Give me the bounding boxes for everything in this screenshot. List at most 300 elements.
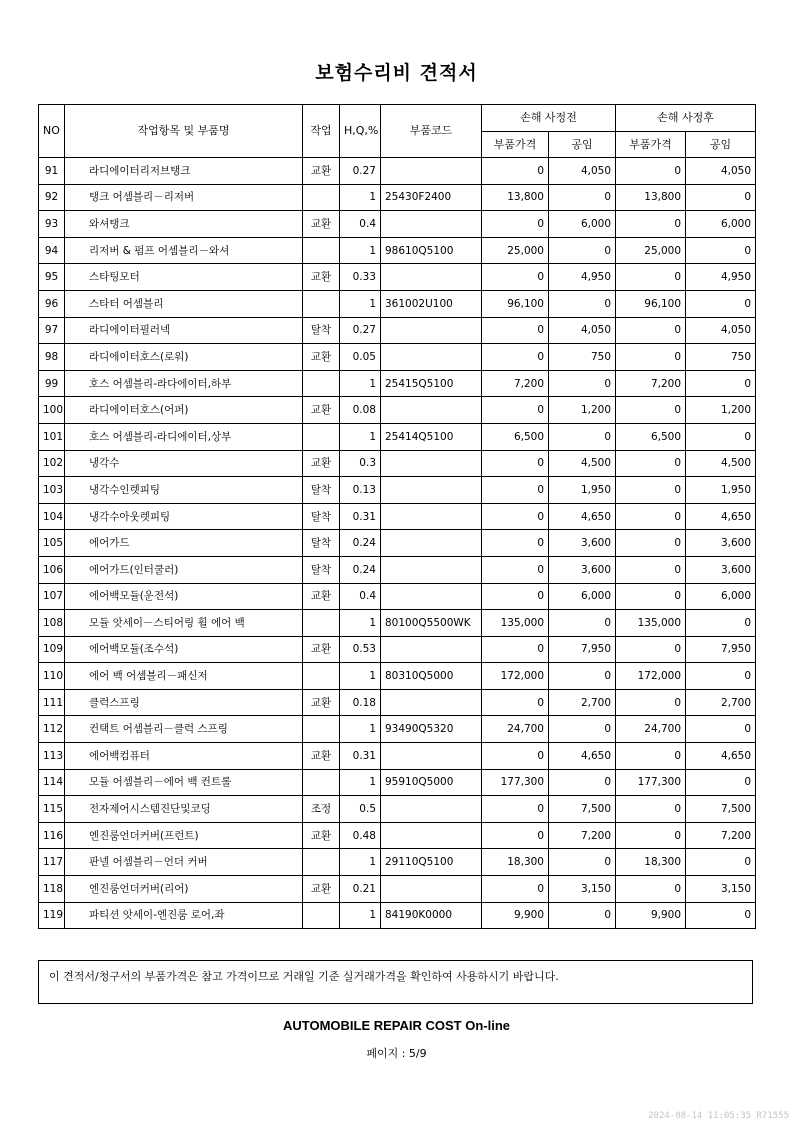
header-part-code: 부품코드 xyxy=(381,105,482,158)
cell-after-part-price: 25,000 xyxy=(616,237,686,264)
cell-after-labor: 0 xyxy=(686,902,756,929)
cell-item-name: 컨택트 어셈블리－클럭 스프링 xyxy=(65,716,303,743)
table-row xyxy=(39,610,756,637)
table-row xyxy=(39,211,756,238)
cell-before-labor: 6,000 xyxy=(549,211,616,238)
table-row xyxy=(39,344,756,371)
header-before-part-price: 부품가격 xyxy=(482,132,549,158)
header-after-labor: 공임 xyxy=(686,132,756,158)
cell-no: 91 xyxy=(39,158,65,185)
cell-part-code xyxy=(381,822,482,849)
cell-part-code xyxy=(381,344,482,371)
cell-part-code: 25430F2400 xyxy=(381,184,482,211)
cell-before-part-price: 0 xyxy=(482,158,549,185)
cell-item-name: 호스 어셈블리-라다에이터,하부 xyxy=(65,370,303,397)
cell-work-type xyxy=(303,237,340,264)
cell-before-labor: 1,200 xyxy=(549,397,616,424)
cell-work-type xyxy=(303,610,340,637)
price-notice: 이 견적서/청구서의 부품가격은 참고 가격이므로 거래일 기준 실거래가격을 확인하여 사용하시기 바랍니다. xyxy=(38,960,753,1004)
cell-item-name: 스타터 어셈블리 xyxy=(65,290,303,317)
cell-before-part-price: 0 xyxy=(482,317,549,344)
cell-hq: 0.4 xyxy=(340,211,381,238)
cell-no: 108 xyxy=(39,610,65,637)
cell-before-part-price: 0 xyxy=(482,636,549,663)
cell-no: 118 xyxy=(39,876,65,903)
cell-part-code xyxy=(381,636,482,663)
cell-part-code xyxy=(381,583,482,610)
cell-part-code xyxy=(381,397,482,424)
table-row xyxy=(39,583,756,610)
table-row xyxy=(39,556,756,583)
cell-part-code: 25415Q5100 xyxy=(381,370,482,397)
cell-part-code: 98610Q5100 xyxy=(381,237,482,264)
cell-after-part-price: 172,000 xyxy=(616,663,686,690)
cell-work-type xyxy=(303,769,340,796)
table-row xyxy=(39,689,756,716)
cell-item-name: 냉각수아웃렛피팅 xyxy=(65,503,303,530)
table-row xyxy=(39,370,756,397)
table-row xyxy=(39,849,756,876)
cell-after-labor: 0 xyxy=(686,184,756,211)
cell-after-part-price: 0 xyxy=(616,317,686,344)
cell-after-part-price: 0 xyxy=(616,264,686,291)
table-row xyxy=(39,530,756,557)
cell-after-part-price: 0 xyxy=(616,450,686,477)
cell-before-labor: 4,950 xyxy=(549,264,616,291)
cell-before-part-price: 13,800 xyxy=(482,184,549,211)
cell-part-code: 80310Q5000 xyxy=(381,663,482,690)
cell-work-type: 교환 xyxy=(303,689,340,716)
cell-part-code xyxy=(381,530,482,557)
table-row xyxy=(39,636,756,663)
cell-part-code xyxy=(381,211,482,238)
cell-part-code xyxy=(381,689,482,716)
table-row xyxy=(39,477,756,504)
cell-no: 114 xyxy=(39,769,65,796)
cell-hq: 0.48 xyxy=(340,822,381,849)
cell-item-name: 호스 어셈블리-라디에이터,상부 xyxy=(65,423,303,450)
cell-hq: 0.27 xyxy=(340,317,381,344)
cell-item-name: 탱크 어셈블리－리저버 xyxy=(65,184,303,211)
cell-after-part-price: 0 xyxy=(616,503,686,530)
cell-before-part-price: 135,000 xyxy=(482,610,549,637)
cell-part-code xyxy=(381,503,482,530)
cell-before-labor: 7,200 xyxy=(549,822,616,849)
header-hq: H,Q,% xyxy=(340,105,381,158)
cell-no: 102 xyxy=(39,450,65,477)
cell-after-part-price: 135,000 xyxy=(616,610,686,637)
cell-no: 92 xyxy=(39,184,65,211)
cell-part-code: 84190K0000 xyxy=(381,902,482,929)
cell-hq: 1 xyxy=(340,663,381,690)
cell-work-type: 교환 xyxy=(303,211,340,238)
header-after-assessment: 손해 사정후 xyxy=(616,105,756,132)
cell-hq: 1 xyxy=(340,237,381,264)
cell-work-type: 교환 xyxy=(303,876,340,903)
cell-before-labor: 4,650 xyxy=(549,743,616,770)
cell-no: 93 xyxy=(39,211,65,238)
table-row xyxy=(39,290,756,317)
cell-item-name: 라디에이터호스(로워) xyxy=(65,344,303,371)
cell-work-type: 탈착 xyxy=(303,530,340,557)
cell-no: 110 xyxy=(39,663,65,690)
cell-after-part-price: 7,200 xyxy=(616,370,686,397)
table-row xyxy=(39,663,756,690)
cell-after-labor: 1,200 xyxy=(686,397,756,424)
cell-before-labor: 0 xyxy=(549,849,616,876)
cell-item-name: 파티션 앗세이-엔진룸 로어,좌 xyxy=(65,902,303,929)
cell-hq: 0.13 xyxy=(340,477,381,504)
cell-after-part-price: 9,900 xyxy=(616,902,686,929)
cell-item-name: 엔진룸언더커버(리어) xyxy=(65,876,303,903)
cell-part-code: 80100Q5500WK xyxy=(381,610,482,637)
cell-no: 113 xyxy=(39,743,65,770)
table-row xyxy=(39,450,756,477)
cell-before-part-price: 0 xyxy=(482,583,549,610)
cell-no: 112 xyxy=(39,716,65,743)
cell-before-labor: 0 xyxy=(549,610,616,637)
cell-after-labor: 4,650 xyxy=(686,743,756,770)
cell-before-part-price: 0 xyxy=(482,876,549,903)
cell-item-name: 스타팅모터 xyxy=(65,264,303,291)
table-row xyxy=(39,769,756,796)
cell-after-labor: 750 xyxy=(686,344,756,371)
cell-after-labor: 7,200 xyxy=(686,822,756,849)
cell-before-labor: 7,500 xyxy=(549,796,616,823)
cell-after-part-price: 0 xyxy=(616,344,686,371)
cell-after-labor: 3,600 xyxy=(686,556,756,583)
cell-before-labor: 0 xyxy=(549,423,616,450)
cell-before-part-price: 18,300 xyxy=(482,849,549,876)
cell-before-labor: 0 xyxy=(549,663,616,690)
cell-hq: 0.5 xyxy=(340,796,381,823)
cell-work-type: 교환 xyxy=(303,743,340,770)
cell-work-type xyxy=(303,184,340,211)
cell-item-name: 모듈 앗세이－스티어링 휠 에어 백 xyxy=(65,610,303,637)
table-row xyxy=(39,158,756,185)
cell-before-labor: 4,650 xyxy=(549,503,616,530)
cell-work-type xyxy=(303,423,340,450)
cell-item-name: 클럭스프링 xyxy=(65,689,303,716)
cell-item-name: 에어 백 어셈블리－패신저 xyxy=(65,663,303,690)
cell-after-labor: 0 xyxy=(686,290,756,317)
cell-hq: 0.33 xyxy=(340,264,381,291)
cell-hq: 1 xyxy=(340,610,381,637)
cell-after-part-price: 0 xyxy=(616,822,686,849)
cell-before-part-price: 0 xyxy=(482,477,549,504)
cell-no: 105 xyxy=(39,530,65,557)
table-row xyxy=(39,796,756,823)
cell-after-part-price: 0 xyxy=(616,876,686,903)
cell-before-labor: 3,600 xyxy=(549,530,616,557)
cell-before-labor: 0 xyxy=(549,184,616,211)
cell-before-labor: 1,950 xyxy=(549,477,616,504)
cell-before-part-price: 9,900 xyxy=(482,902,549,929)
cell-no: 101 xyxy=(39,423,65,450)
cell-before-part-price: 0 xyxy=(482,689,549,716)
cell-no: 109 xyxy=(39,636,65,663)
cell-after-labor: 0 xyxy=(686,663,756,690)
cell-hq: 1 xyxy=(340,184,381,211)
cell-after-labor: 0 xyxy=(686,237,756,264)
cell-after-labor: 4,650 xyxy=(686,503,756,530)
cell-after-part-price: 0 xyxy=(616,636,686,663)
cell-after-labor: 4,500 xyxy=(686,450,756,477)
table-row xyxy=(39,902,756,929)
cell-after-part-price: 0 xyxy=(616,583,686,610)
cell-item-name: 에어백모듈(운전석) xyxy=(65,583,303,610)
cell-work-type: 탈착 xyxy=(303,477,340,504)
cell-work-type xyxy=(303,849,340,876)
cell-hq: 1 xyxy=(340,370,381,397)
cell-before-part-price: 0 xyxy=(482,796,549,823)
cell-after-part-price: 18,300 xyxy=(616,849,686,876)
cell-item-name: 판넬 어셈블리－언더 커버 xyxy=(65,849,303,876)
cell-item-name: 엔진룸언더커버(프런트) xyxy=(65,822,303,849)
cell-after-part-price: 0 xyxy=(616,796,686,823)
cell-after-part-price: 0 xyxy=(616,689,686,716)
cell-after-labor: 4,050 xyxy=(686,158,756,185)
cell-before-part-price: 172,000 xyxy=(482,663,549,690)
cell-after-labor: 7,500 xyxy=(686,796,756,823)
table-header xyxy=(39,105,756,158)
page-number: 페이지 : 5/9 xyxy=(366,1047,427,1060)
cell-after-labor: 4,050 xyxy=(686,317,756,344)
header-before-labor: 공임 xyxy=(549,132,616,158)
cell-item-name: 에어가드 xyxy=(65,530,303,557)
cell-before-part-price: 0 xyxy=(482,530,549,557)
cell-work-type: 교환 xyxy=(303,397,340,424)
cell-no: 119 xyxy=(39,902,65,929)
cell-part-code: 93490Q5320 xyxy=(381,716,482,743)
cell-no: 104 xyxy=(39,503,65,530)
cell-before-labor: 4,050 xyxy=(549,317,616,344)
cell-hq: 0.3 xyxy=(340,450,381,477)
table-row xyxy=(39,423,756,450)
cell-after-labor: 0 xyxy=(686,370,756,397)
cell-after-part-price: 0 xyxy=(616,397,686,424)
cell-after-labor: 3,600 xyxy=(686,530,756,557)
cell-work-type: 교환 xyxy=(303,636,340,663)
cell-work-type xyxy=(303,663,340,690)
cell-no: 103 xyxy=(39,477,65,504)
cell-after-part-price: 24,700 xyxy=(616,716,686,743)
cell-part-code xyxy=(381,158,482,185)
cell-part-code xyxy=(381,556,482,583)
cell-work-type: 탈착 xyxy=(303,317,340,344)
cell-no: 106 xyxy=(39,556,65,583)
cell-hq: 0.05 xyxy=(340,344,381,371)
cell-before-labor: 2,700 xyxy=(549,689,616,716)
cell-before-part-price: 24,700 xyxy=(482,716,549,743)
cell-before-part-price: 6,500 xyxy=(482,423,549,450)
table-row xyxy=(39,264,756,291)
cell-hq: 1 xyxy=(340,716,381,743)
cell-part-code: 25414Q5100 xyxy=(381,423,482,450)
cell-item-name: 에어가드(인터쿨러) xyxy=(65,556,303,583)
cell-before-part-price: 0 xyxy=(482,344,549,371)
cell-no: 116 xyxy=(39,822,65,849)
table-row xyxy=(39,317,756,344)
cell-work-type xyxy=(303,716,340,743)
cell-hq: 0.21 xyxy=(340,876,381,903)
cell-work-type: 교환 xyxy=(303,583,340,610)
cell-before-labor: 0 xyxy=(549,290,616,317)
cell-after-part-price: 13,800 xyxy=(616,184,686,211)
cell-item-name: 에어백모듈(조수석) xyxy=(65,636,303,663)
cell-hq: 1 xyxy=(340,902,381,929)
cell-work-type: 탈착 xyxy=(303,503,340,530)
cell-after-part-price: 0 xyxy=(616,530,686,557)
cell-after-labor: 0 xyxy=(686,610,756,637)
cell-after-labor: 6,000 xyxy=(686,583,756,610)
cell-item-name: 리저버 & 펌프 어셈블리－와셔 xyxy=(65,237,303,264)
cell-after-labor: 0 xyxy=(686,849,756,876)
cell-after-labor: 0 xyxy=(686,716,756,743)
cell-item-name: 냉각수인렛피팅 xyxy=(65,477,303,504)
cell-before-part-price: 0 xyxy=(482,503,549,530)
table-row xyxy=(39,184,756,211)
cell-after-part-price: 96,100 xyxy=(616,290,686,317)
cell-hq: 1 xyxy=(340,290,381,317)
cell-work-type: 교환 xyxy=(303,822,340,849)
table-body xyxy=(39,158,756,929)
cell-no: 96 xyxy=(39,290,65,317)
cell-after-labor: 0 xyxy=(686,769,756,796)
cell-hq: 0.31 xyxy=(340,743,381,770)
cell-after-part-price: 6,500 xyxy=(616,423,686,450)
table-row xyxy=(39,716,756,743)
cell-work-type: 교환 xyxy=(303,450,340,477)
cell-before-labor: 0 xyxy=(549,902,616,929)
header-work: 작업 xyxy=(303,105,340,158)
header-item: 작업항목 및 부품명 xyxy=(65,105,303,158)
header-before-assessment: 손해 사정전 xyxy=(482,105,616,132)
cell-hq: 0.31 xyxy=(340,503,381,530)
cell-part-code xyxy=(381,876,482,903)
cell-work-type: 교환 xyxy=(303,158,340,185)
cell-before-labor: 6,000 xyxy=(549,583,616,610)
cell-before-part-price: 25,000 xyxy=(482,237,549,264)
cell-hq: 0.24 xyxy=(340,556,381,583)
footer-brand: AUTOMOBILE REPAIR COST On-line xyxy=(282,1018,511,1033)
cell-work-type xyxy=(303,290,340,317)
cell-no: 111 xyxy=(39,689,65,716)
cell-no: 95 xyxy=(39,264,65,291)
cell-work-type: 교환 xyxy=(303,344,340,371)
cell-before-part-price: 0 xyxy=(482,264,549,291)
cell-work-type xyxy=(303,370,340,397)
cell-part-code xyxy=(381,796,482,823)
cell-hq: 0.53 xyxy=(340,636,381,663)
cell-after-part-price: 0 xyxy=(616,556,686,583)
cell-before-part-price: 0 xyxy=(482,211,549,238)
cell-no: 100 xyxy=(39,397,65,424)
cell-after-part-price: 0 xyxy=(616,477,686,504)
table-row xyxy=(39,822,756,849)
cell-after-labor: 3,150 xyxy=(686,876,756,903)
cell-part-code: 95910Q5000 xyxy=(381,769,482,796)
cell-hq: 0.27 xyxy=(340,158,381,185)
cell-before-part-price: 177,300 xyxy=(482,769,549,796)
cell-after-labor: 1,950 xyxy=(686,477,756,504)
cell-after-labor: 0 xyxy=(686,423,756,450)
table-row xyxy=(39,397,756,424)
cell-no: 98 xyxy=(39,344,65,371)
cell-no: 107 xyxy=(39,583,65,610)
cell-part-code: 29110Q5100 xyxy=(381,849,482,876)
cell-before-part-price: 0 xyxy=(482,556,549,583)
cell-item-name: 전자제어시스템진단및코딩 xyxy=(65,796,303,823)
cell-item-name: 냉각수 xyxy=(65,450,303,477)
cell-part-code xyxy=(381,317,482,344)
cell-hq: 0.24 xyxy=(340,530,381,557)
cell-before-labor: 7,950 xyxy=(549,636,616,663)
cell-no: 115 xyxy=(39,796,65,823)
cell-hq: 0.08 xyxy=(340,397,381,424)
cell-part-code: 361002U100 xyxy=(381,290,482,317)
cell-part-code xyxy=(381,743,482,770)
cell-no: 117 xyxy=(39,849,65,876)
estimate-table xyxy=(38,104,756,929)
cell-hq: 0.4 xyxy=(340,583,381,610)
cell-after-labor: 2,700 xyxy=(686,689,756,716)
cell-hq: 0.18 xyxy=(340,689,381,716)
cell-after-labor: 6,000 xyxy=(686,211,756,238)
cell-item-name: 라디에이터필러넥 xyxy=(65,317,303,344)
cell-work-type: 조정 xyxy=(303,796,340,823)
cell-after-part-price: 0 xyxy=(616,158,686,185)
cell-before-labor: 0 xyxy=(549,716,616,743)
cell-no: 97 xyxy=(39,317,65,344)
cell-after-part-price: 0 xyxy=(616,211,686,238)
cell-before-labor: 0 xyxy=(549,769,616,796)
cell-work-type xyxy=(303,902,340,929)
table-row xyxy=(39,876,756,903)
cell-item-name: 라디에이터호스(어퍼) xyxy=(65,397,303,424)
cell-part-code xyxy=(381,450,482,477)
header-after-part-price: 부품가격 xyxy=(616,132,686,158)
cell-before-labor: 4,500 xyxy=(549,450,616,477)
cell-item-name: 와셔탱크 xyxy=(65,211,303,238)
cell-item-name: 에어백컴퓨터 xyxy=(65,743,303,770)
cell-before-part-price: 0 xyxy=(482,397,549,424)
cell-hq: 1 xyxy=(340,423,381,450)
cell-before-labor: 3,600 xyxy=(549,556,616,583)
cell-before-part-price: 96,100 xyxy=(482,290,549,317)
cell-item-name: 라디에이터리저브탱크 xyxy=(65,158,303,185)
cell-no: 94 xyxy=(39,237,65,264)
table-row xyxy=(39,237,756,264)
cell-before-labor: 0 xyxy=(549,237,616,264)
cell-part-code xyxy=(381,264,482,291)
cell-before-labor: 4,050 xyxy=(549,158,616,185)
cell-after-part-price: 0 xyxy=(616,743,686,770)
cell-work-type: 교환 xyxy=(303,264,340,291)
cell-before-labor: 750 xyxy=(549,344,616,371)
header-no: NO xyxy=(39,105,65,158)
cell-before-labor: 3,150 xyxy=(549,876,616,903)
cell-after-labor: 4,950 xyxy=(686,264,756,291)
cell-before-part-price: 0 xyxy=(482,450,549,477)
cell-before-part-price: 7,200 xyxy=(482,370,549,397)
cell-hq: 1 xyxy=(340,849,381,876)
cell-part-code xyxy=(381,477,482,504)
cell-no: 99 xyxy=(39,370,65,397)
cell-hq: 1 xyxy=(340,769,381,796)
table-row xyxy=(39,743,756,770)
print-timestamp: 2024-08-14 11:05:35 R71555 xyxy=(648,1111,789,1121)
